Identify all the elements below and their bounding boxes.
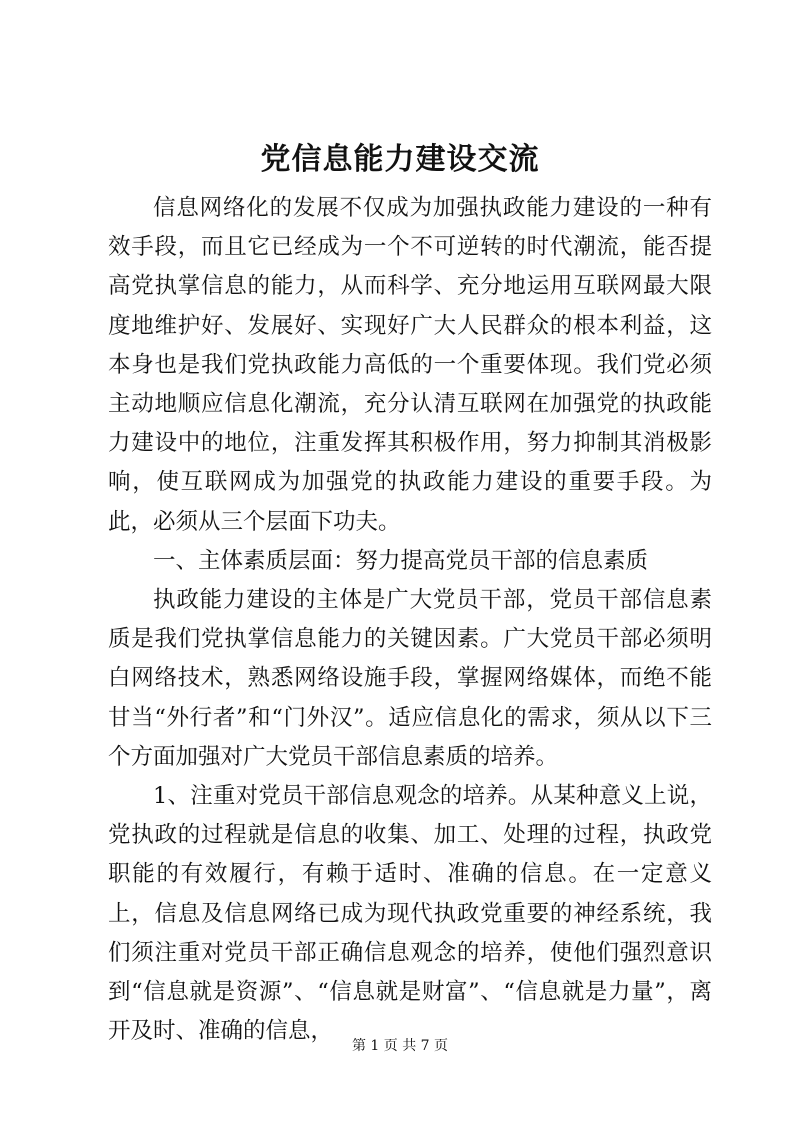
document-title: 党信息能力建设交流: [260, 142, 540, 177]
paragraph-intro: 信息网络化的发展不仅成为加强执政能力建设的一种有效手段，而且它已经成为一个不可逆转的时代潮流，能否提高党执掌信息的能力，从而科学、充分地运用互联网最大限度地维护好、发展好、实现好广大人民群众的根本利益，这本身也是我们党执政能力高低的一个重要体现。我们党必须主动地顺应信息化潮流，充分认清互联网在加强党的执政能力建设中的地位，注重发挥其积极作用，努力抑制其消极影响，使互联网成为加强党的执政能力建设的重要手段。为此，必须从三个层面下功夫。: [108, 195, 712, 535]
page-footer: 第 1 页 共 7 页: [351, 1038, 449, 1054]
paragraph-point-1: 1、注重对党员干部信息观念的培养。从某种意义上说，党执政的过程就是信息的收集、加工、处理的过程，执政党职能的有效履行，有赖于适时、准确的信息。在一定意义上，信息及信息网络已成为现代执政党重要的神经系统，我们须注重对党员干部正确信息观念的培养，使他们强烈意识到“信息就是资源”、“信息就是财富”、“信息就是力量”，离开及时、准确的信息，: [108, 783, 712, 1045]
paragraph-subject: 执政能力建设的主体是广大党员干部，党员干部信息素质是我们党执掌信息能力的关键因素。广大党员干部必须明白网络技术，熟悉网络设施手段，掌握网络媒体，而绝不能甘当“外行者”和“门外汉”。适应信息化的需求，须从以下三个方面加强对广大党员干部信息素质的培养。: [108, 587, 712, 770]
document-body: [108, 189, 712, 1051]
paragraph-section-heading: 一、主体素质层面：努力提高党员干部的信息素质: [153, 547, 649, 574]
